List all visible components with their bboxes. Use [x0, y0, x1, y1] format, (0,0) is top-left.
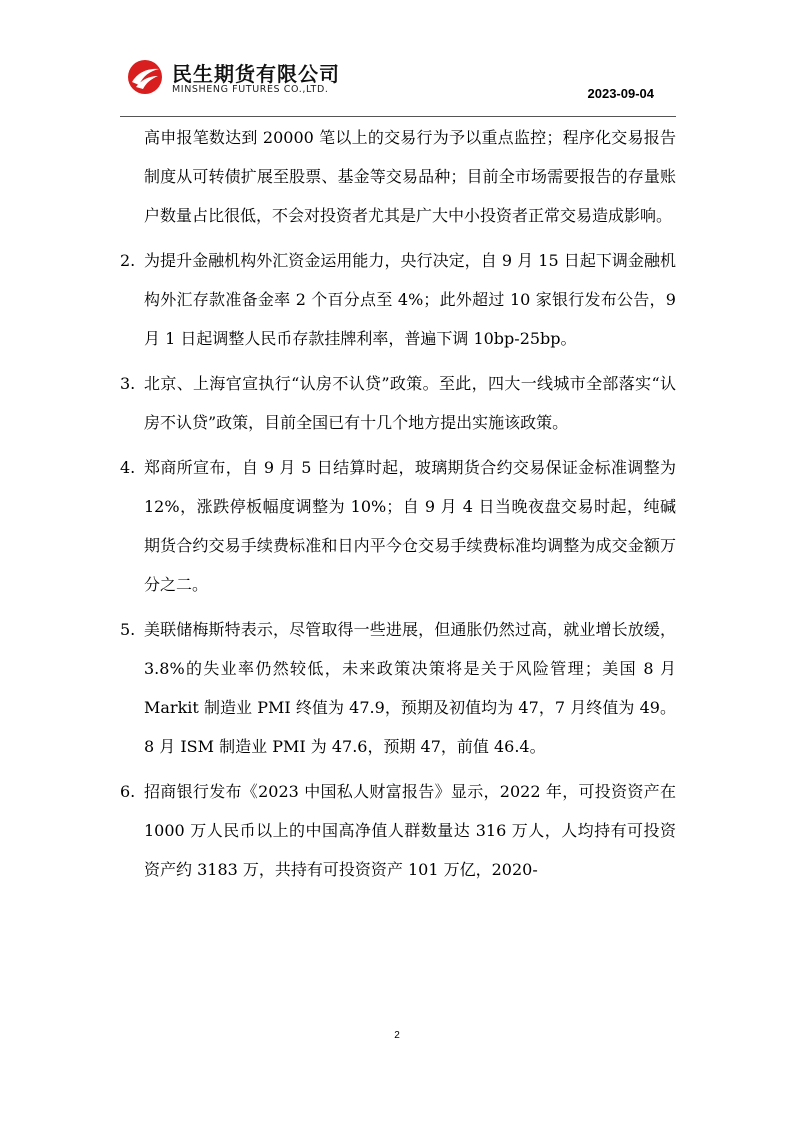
- page-header: [120, 56, 676, 118]
- header-divider: [120, 116, 676, 117]
- news-item-text: 郑商所宣布，自 9 月 5 日结算时起，玻璃期货合约交易保证金标准调整为 12%，涨跌停板幅度调整为 10%；自 9 月 4 日当晚夜盘交易时起，纯碱期货合约交易手续费标准和日内平今仓交易手续费标准均调整为成交金额万分之二。: [144, 458, 676, 594]
- news-item-6: [120, 772, 676, 889]
- minsheng-logo-icon: [126, 58, 164, 96]
- news-item-number: 6.: [120, 782, 136, 801]
- news-item-2: [120, 241, 676, 358]
- news-item-number: 3.: [120, 374, 136, 393]
- news-item-text: 北京、上海官宣执行“认房不认贷”政策。至此，四大一线城市全部落实“认房不认贷”政策，目前全国已有十几个地方提出实施该政策。: [144, 374, 676, 432]
- company-name-cn: 民生期货有限公司: [172, 62, 340, 86]
- news-item-3: [120, 364, 676, 442]
- news-item-text: 美联储梅斯特表示，尽管取得一些进展，但通胀仍然过高，就业增长放缓，3.8%的失业率仍然较低，未来政策决策将是关于风险管理；美国 8 月 Markit 制造业 PMI 终值为 47.9，预期及初值均为 47，7 月终值为 49。8 月 ISM 制造业 PMI 为 47.6，预期 47，前值 46.4。: [144, 620, 676, 756]
- company-logo: [126, 56, 366, 100]
- news-item-text: 招商银行发布《2023 中国私人财富报告》显示，2022 年，可投资资产在 1000 万人民币以上的中国高净值人群数量达 316 万人，人均持有可投资资产约 3183 万，共持有可投资资产 101 万亿，2020-: [144, 782, 676, 879]
- news-list: [120, 118, 676, 889]
- news-item-text: 为提升金融机构外汇资金运用能力，央行决定，自 9 月 15 日起下调金融机构外汇存款准备金率 2 个百分点至 4%；此外超过 10 家银行发布公告，9 月 1 日起调整人民币存款挂牌利率，普遍下调 10bp-25bp。: [144, 251, 676, 348]
- news-item-number: 2.: [120, 251, 136, 270]
- news-item-4: [120, 448, 676, 604]
- news-item-5: [120, 610, 676, 766]
- news-item-text: 高申报笔数达到 20000 笔以上的交易行为予以重点监控；程序化交易报告制度从可转债扩展至股票、基金等交易品种；目前全市场需要报告的存量账户数量占比很低，不会对投资者尤其是广大中小投资者正常交易造成影响。: [144, 128, 676, 225]
- company-name-en: MINSHENG FUTURES CO.,LTD.: [172, 84, 329, 95]
- report-date: 2023-09-04: [587, 86, 654, 101]
- news-item-number: 5.: [120, 620, 136, 639]
- news-item-number: 4.: [120, 458, 136, 477]
- page-number: 2: [394, 1030, 400, 1041]
- news-item-continuation: [120, 118, 676, 235]
